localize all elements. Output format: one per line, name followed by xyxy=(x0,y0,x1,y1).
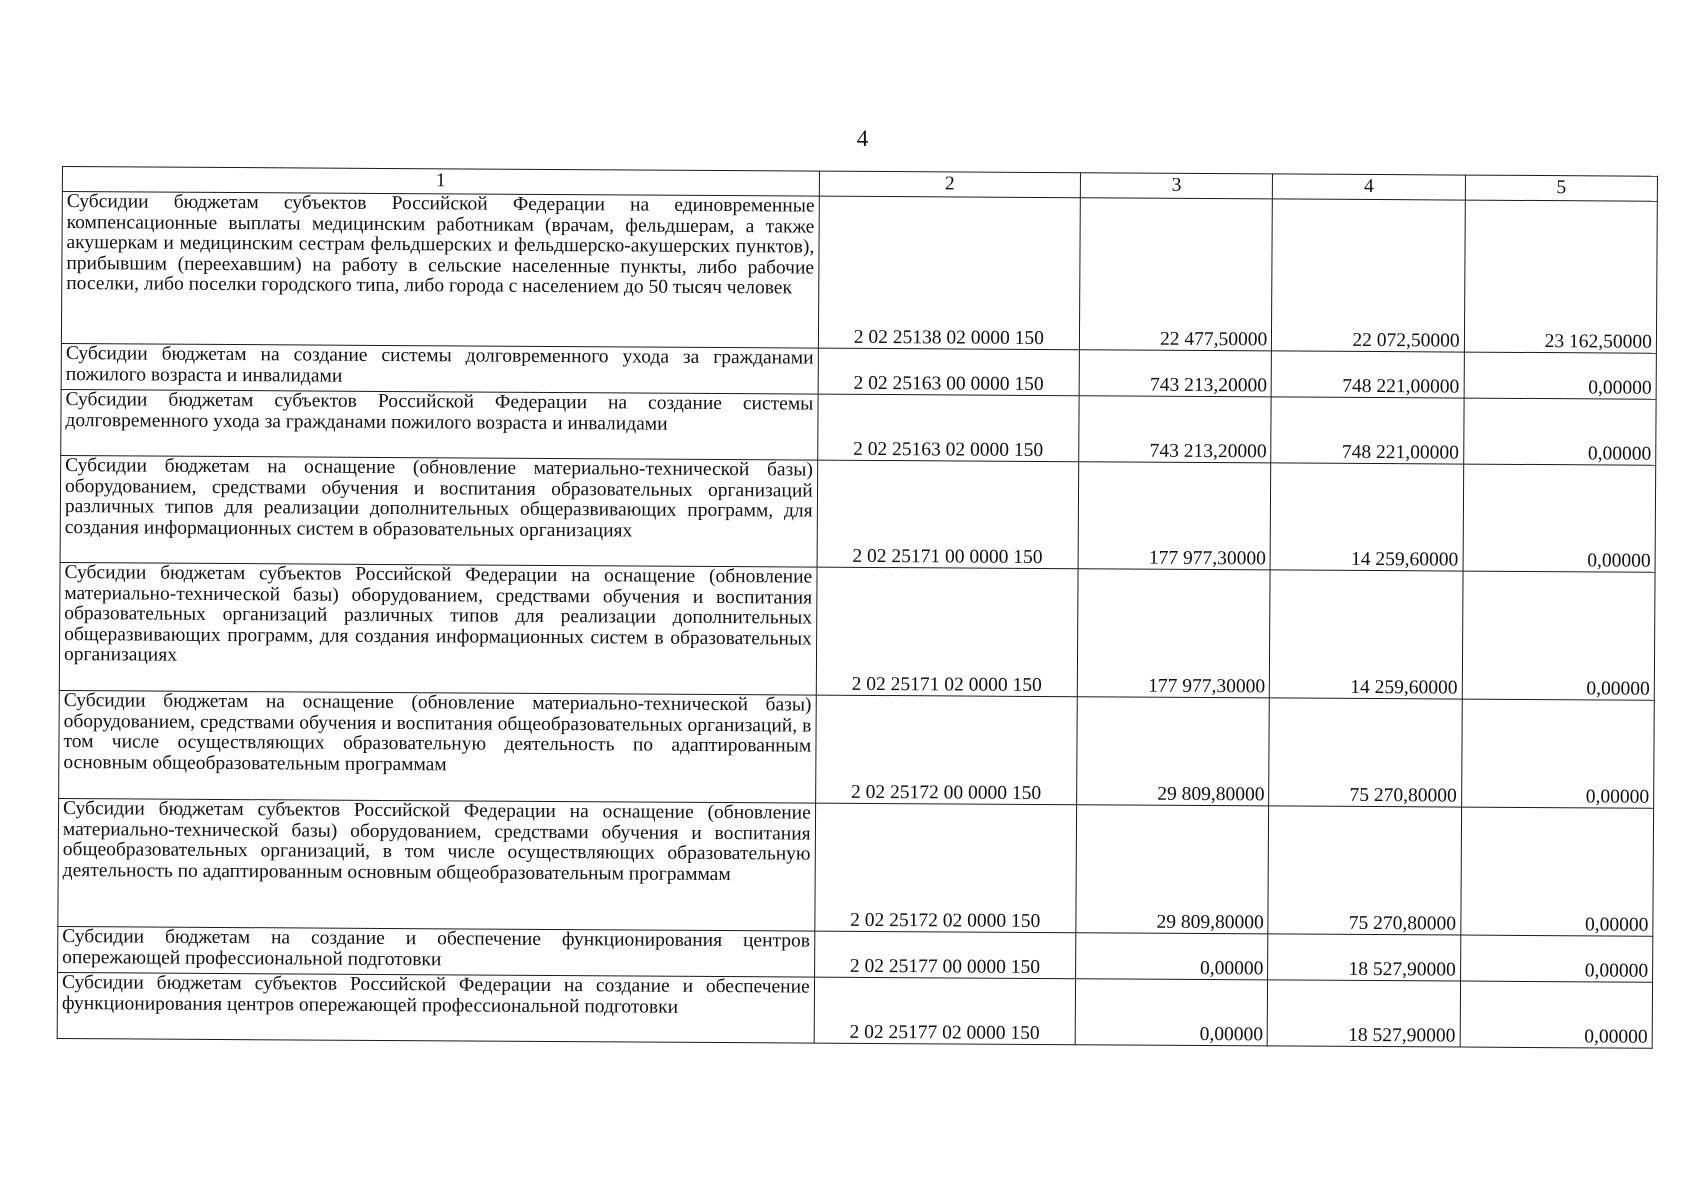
row-value-col3: 0,00000 xyxy=(1075,979,1268,1046)
row-value-col4: 18 527,90000 xyxy=(1268,934,1461,981)
row-name: Субсидии бюджетам субъектов Российской Федерации на создание системы долговременного ухода за гражданами пожилого возраста и инвалидами xyxy=(61,389,818,460)
row-code: 2 02 25171 00 0000 150 xyxy=(817,460,1079,569)
row-code: 2 02 25138 02 0000 150 xyxy=(818,196,1080,350)
row-name: Субсидии бюджетам на оснащение (обновление материально-технической базы) оборудованием, средствами обучения и воспитания образовательных организаций различных типов для реализации дополнительных общеразвивающих программ, для создания информационных систем в образовательных организациях xyxy=(60,455,817,567)
page-number: 4 xyxy=(856,126,869,151)
table-row xyxy=(57,972,1652,1048)
row-value-col4: 75 270,80000 xyxy=(1268,806,1461,935)
row-value-col3: 743 213,20000 xyxy=(1079,396,1272,463)
row-value-col3: 177 977,30000 xyxy=(1078,462,1271,570)
row-value-col5: 23 162,50000 xyxy=(1464,200,1657,353)
column-header-3: 3 xyxy=(1080,173,1272,199)
row-name: Субсидии бюджетам субъектов Российской Федерации на оснащение (обновление материально-технической базы) оборудованием, средствами обучения и воспитания общеобразовательных организаций, в том числе осуществляющих образовательную деятельность по адаптированным основным общеобразовательным программам xyxy=(58,798,816,931)
row-value-col5: 0,00000 xyxy=(1461,699,1654,808)
row-code: 2 02 25172 00 0000 150 xyxy=(815,695,1077,805)
column-header-1: 1 xyxy=(62,167,819,197)
row-value-col4: 14 259,60000 xyxy=(1270,570,1463,699)
row-value-col5: 0,00000 xyxy=(1460,935,1653,982)
row-code: 2 02 25163 00 0000 150 xyxy=(818,348,1080,396)
row-value-col5: 0,00000 xyxy=(1462,571,1655,700)
row-code: 2 02 25171 02 0000 150 xyxy=(816,567,1078,697)
table-row xyxy=(58,798,1654,936)
row-value-col3: 29 809,80000 xyxy=(1077,697,1270,806)
table-row xyxy=(59,562,1655,700)
row-value-col3: 22 477,50000 xyxy=(1079,198,1272,351)
row-name: Субсидии бюджетам субъектов Российской Федерации на оснащение (обновление материально-технической базы) оборудованием, средствами обучения и воспитания образовательных организаций различных типов для реализации дополнительных общеразвивающих программ, для создания информационных систем в образовательных организациях xyxy=(59,562,817,695)
row-value-col4: 14 259,60000 xyxy=(1270,463,1463,571)
row-value-col3: 0,00000 xyxy=(1076,933,1269,980)
row-value-col4: 748 221,00000 xyxy=(1271,397,1464,464)
row-value-col5: 0,00000 xyxy=(1460,981,1653,1048)
table-row xyxy=(61,192,1657,354)
row-value-col3: 177 977,30000 xyxy=(1077,569,1270,698)
row-value-col4: 748 221,00000 xyxy=(1271,351,1464,398)
row-value-col3: 29 809,80000 xyxy=(1076,805,1269,934)
row-name: Субсидии бюджетам субъектов Российской Федерации на единовременные компенсационные выплаты медицинским работникам (врачам, фельдшерам, а также акушеркам и медицинским сестрам фельдшерских и фельдшерско-акушерских пунктов), прибывшим (переехавшим) на работу в сельские населенные пункты, либо рабочие поселки, либо поселки городского типа, либо города с населением до 50 тысяч человек xyxy=(61,192,819,349)
column-header-2: 2 xyxy=(819,171,1080,198)
row-value-col5: 0,00000 xyxy=(1463,398,1656,465)
row-value-col5: 0,00000 xyxy=(1463,464,1656,572)
row-name: Субсидии бюджетам на создание системы долговременного ухода за гражданами пожилого возраста и инвалидами xyxy=(61,343,818,394)
row-name: Субсидии бюджетам субъектов Российской Федерации на создание и обеспечение функционирования центров опережающей профессиональной подготовки xyxy=(57,972,814,1043)
row-code: 2 02 25172 02 0000 150 xyxy=(815,803,1077,933)
budget-table xyxy=(57,166,1658,1049)
column-header-4: 4 xyxy=(1273,174,1465,200)
table-row xyxy=(61,389,1656,465)
table-row xyxy=(59,690,1655,808)
row-value-col4: 18 527,90000 xyxy=(1267,980,1460,1047)
row-name: Субсидии бюджетам на оснащение (обновление материально-технической базы) оборудованием, средствами обучения и воспитания общеобразовательных организаций, в том числе осуществляющих образовательную деятельность по адаптированным основным общеобразовательным программам xyxy=(59,690,816,803)
row-value-col5: 0,00000 xyxy=(1464,352,1657,399)
row-value-col5: 0,00000 xyxy=(1460,807,1653,936)
row-code: 2 02 25163 02 0000 150 xyxy=(817,394,1079,462)
row-code: 2 02 25177 02 0000 150 xyxy=(814,977,1076,1045)
column-header-5: 5 xyxy=(1465,175,1657,201)
table-row xyxy=(60,455,1656,572)
row-value-col4: 75 270,80000 xyxy=(1269,698,1462,807)
row-name: Субсидии бюджетам на создание и обеспечение функционирования центров опережающей профессиональной подготовки xyxy=(58,926,815,977)
row-value-col4: 22 072,50000 xyxy=(1272,199,1465,352)
row-value-col3: 743 213,20000 xyxy=(1079,350,1272,397)
row-code: 2 02 25177 00 0000 150 xyxy=(814,931,1076,979)
